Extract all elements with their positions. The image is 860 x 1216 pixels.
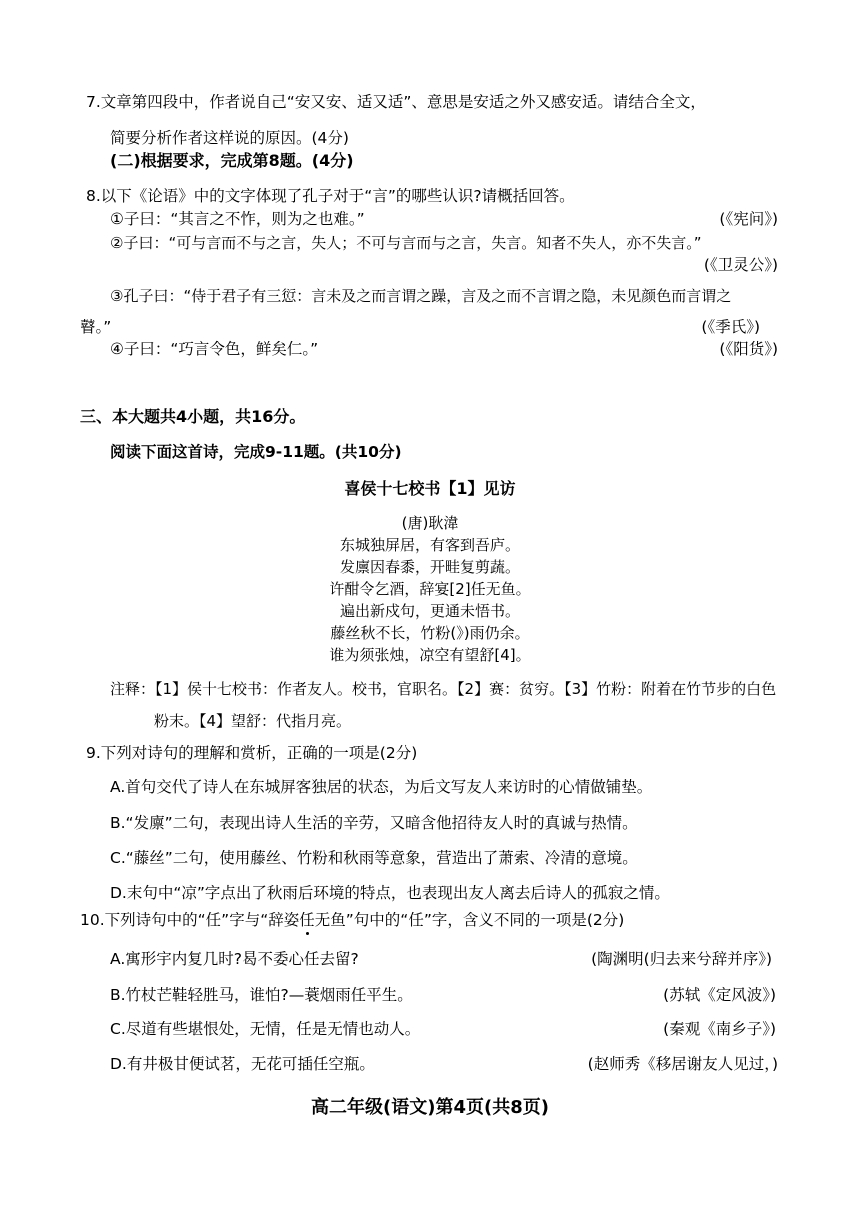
q10-stem-after: 无鱼”句中的“任”字，含义不同的一项是(2分) [314, 911, 625, 929]
q9-option-a: A.首句交代了诗人在东城屏客独居的状态，为后文写友人来访时的心情做铺垫。 [110, 778, 653, 796]
poem-line: 藤丝秋不长，竹粉(》)雨仍余。 [330, 624, 530, 642]
q9-option-d: D.末句中“凉”字点出了秋雨后环境的特点，也表现出友人离去后诗人的孤寂之情。 [110, 884, 670, 902]
q8-item3-line2: 瞽。” [80, 318, 112, 336]
q8-item4-source: (《阳货》) [719, 340, 778, 358]
q10-option-b-source: (苏轼《定风波》) [663, 986, 776, 1004]
q9-stem: 9.下列对诗句的理解和赏析，正确的一项是(2分) [86, 744, 418, 762]
section3-intro: 阅读下面这首诗，完成9-11题。(共10分) [110, 443, 402, 461]
q10-option-d-source: (赵师秀《移居谢友人见过，) [587, 1055, 778, 1073]
q8-item3-line1: ③孔子曰：“侍于君子有三愆：言未及之而言谓之躁，言及之而不言谓之隐，未见颜色而言谓之 [110, 287, 732, 305]
part2-heading: (二)根据要求，完成第8题。(4分) [110, 151, 354, 170]
page-footer: 高二年级(语文)第4页(共8页) [311, 1097, 549, 1118]
q7-line1: 7.文章第四段中，作者说自己“安又安、适又适”、意思是安适之外又感安适。请结合全文， [86, 93, 706, 111]
q9-option-b: B.“发廪”二句，表现出诗人生活的辛劳，又暗含他招待友人时的真诚与热情。 [110, 814, 638, 832]
poem-line: 东城独屏居，有客到吾庐。 [339, 536, 520, 554]
q7-line2: 简要分析作者这样说的原因。(4分) [110, 129, 349, 147]
section3-heading: 三、本大题共4小题，共16分。 [80, 407, 306, 426]
q8-item1-text: ①子曰：“其言之不怍，则为之也难。” [110, 210, 365, 228]
q10-stem-emphasis: 任 [299, 911, 315, 929]
poem-line: 谁为须张烛，凉空有望舒[4]。 [329, 646, 531, 664]
q10-option-a-source: (陶渊明(归去来兮辞并序》) [591, 950, 772, 968]
q10-option-c-source: (秦观《南乡子》) [663, 1020, 776, 1038]
q10-option-d: D.有井极甘便试茗，无花可插任空瓶。 [110, 1055, 375, 1073]
q8-item2-source: (《卫灵公》) [703, 256, 778, 274]
poem-line: 遍出新戍句，更通未悟书。 [339, 602, 520, 620]
poem-line: 许酣令乞酒，辞宴[2]任无鱼。 [329, 580, 531, 598]
q10-option-a: A.寓形宇内复几时?曷不委心任去留? [110, 950, 359, 968]
q8-item3-source: (《季氏》) [701, 318, 760, 336]
poem-author: (唐)耿湋 [401, 514, 459, 532]
q8-stem: 8.以下《论语》中的文字体现了孔子对于“言”的哪些认识?请概括回答。 [86, 187, 575, 205]
q10-stem [80, 909, 624, 931]
poem-notes-line2: 粉末。【4】望舒：代指月亮。 [154, 712, 352, 730]
q8-item1-source: (《宪问》) [719, 210, 778, 228]
q8-item4-text: ④子曰：“巧言令色，鲜矣仁。” [110, 340, 319, 358]
poem-notes-line1: 注释：【1】侯十七校书：作者友人。校书，官职名。【2】赛：贫穷。【3】竹粉：附着在竹节步的白色 [110, 680, 777, 698]
q10-option-c: C.尽道有些堪恨处，无情，任是无情也动人。 [110, 1020, 421, 1038]
q10-option-b: B.竹杖芒鞋轻胜马，谁怕?—蓑烟雨任平生。 [110, 986, 413, 1004]
q9-option-c: C.“藤丝”二句，使用藤丝、竹粉和秋雨等意象，营造出了萧索、冷清的意境。 [110, 849, 638, 867]
poem-title: 喜侯十七校书【1】见访 [344, 479, 516, 498]
poem-line: 发廪因春黍，开畦复剪蔬。 [339, 558, 520, 576]
q10-stem-before: 10.下列诗句中的“任”字与“辞姿 [80, 911, 300, 929]
q8-item2-text: ②子曰：“可与言而不与之言，失人；不可与言而与之言，失言。知者不失人，亦不失言。” [110, 234, 702, 252]
